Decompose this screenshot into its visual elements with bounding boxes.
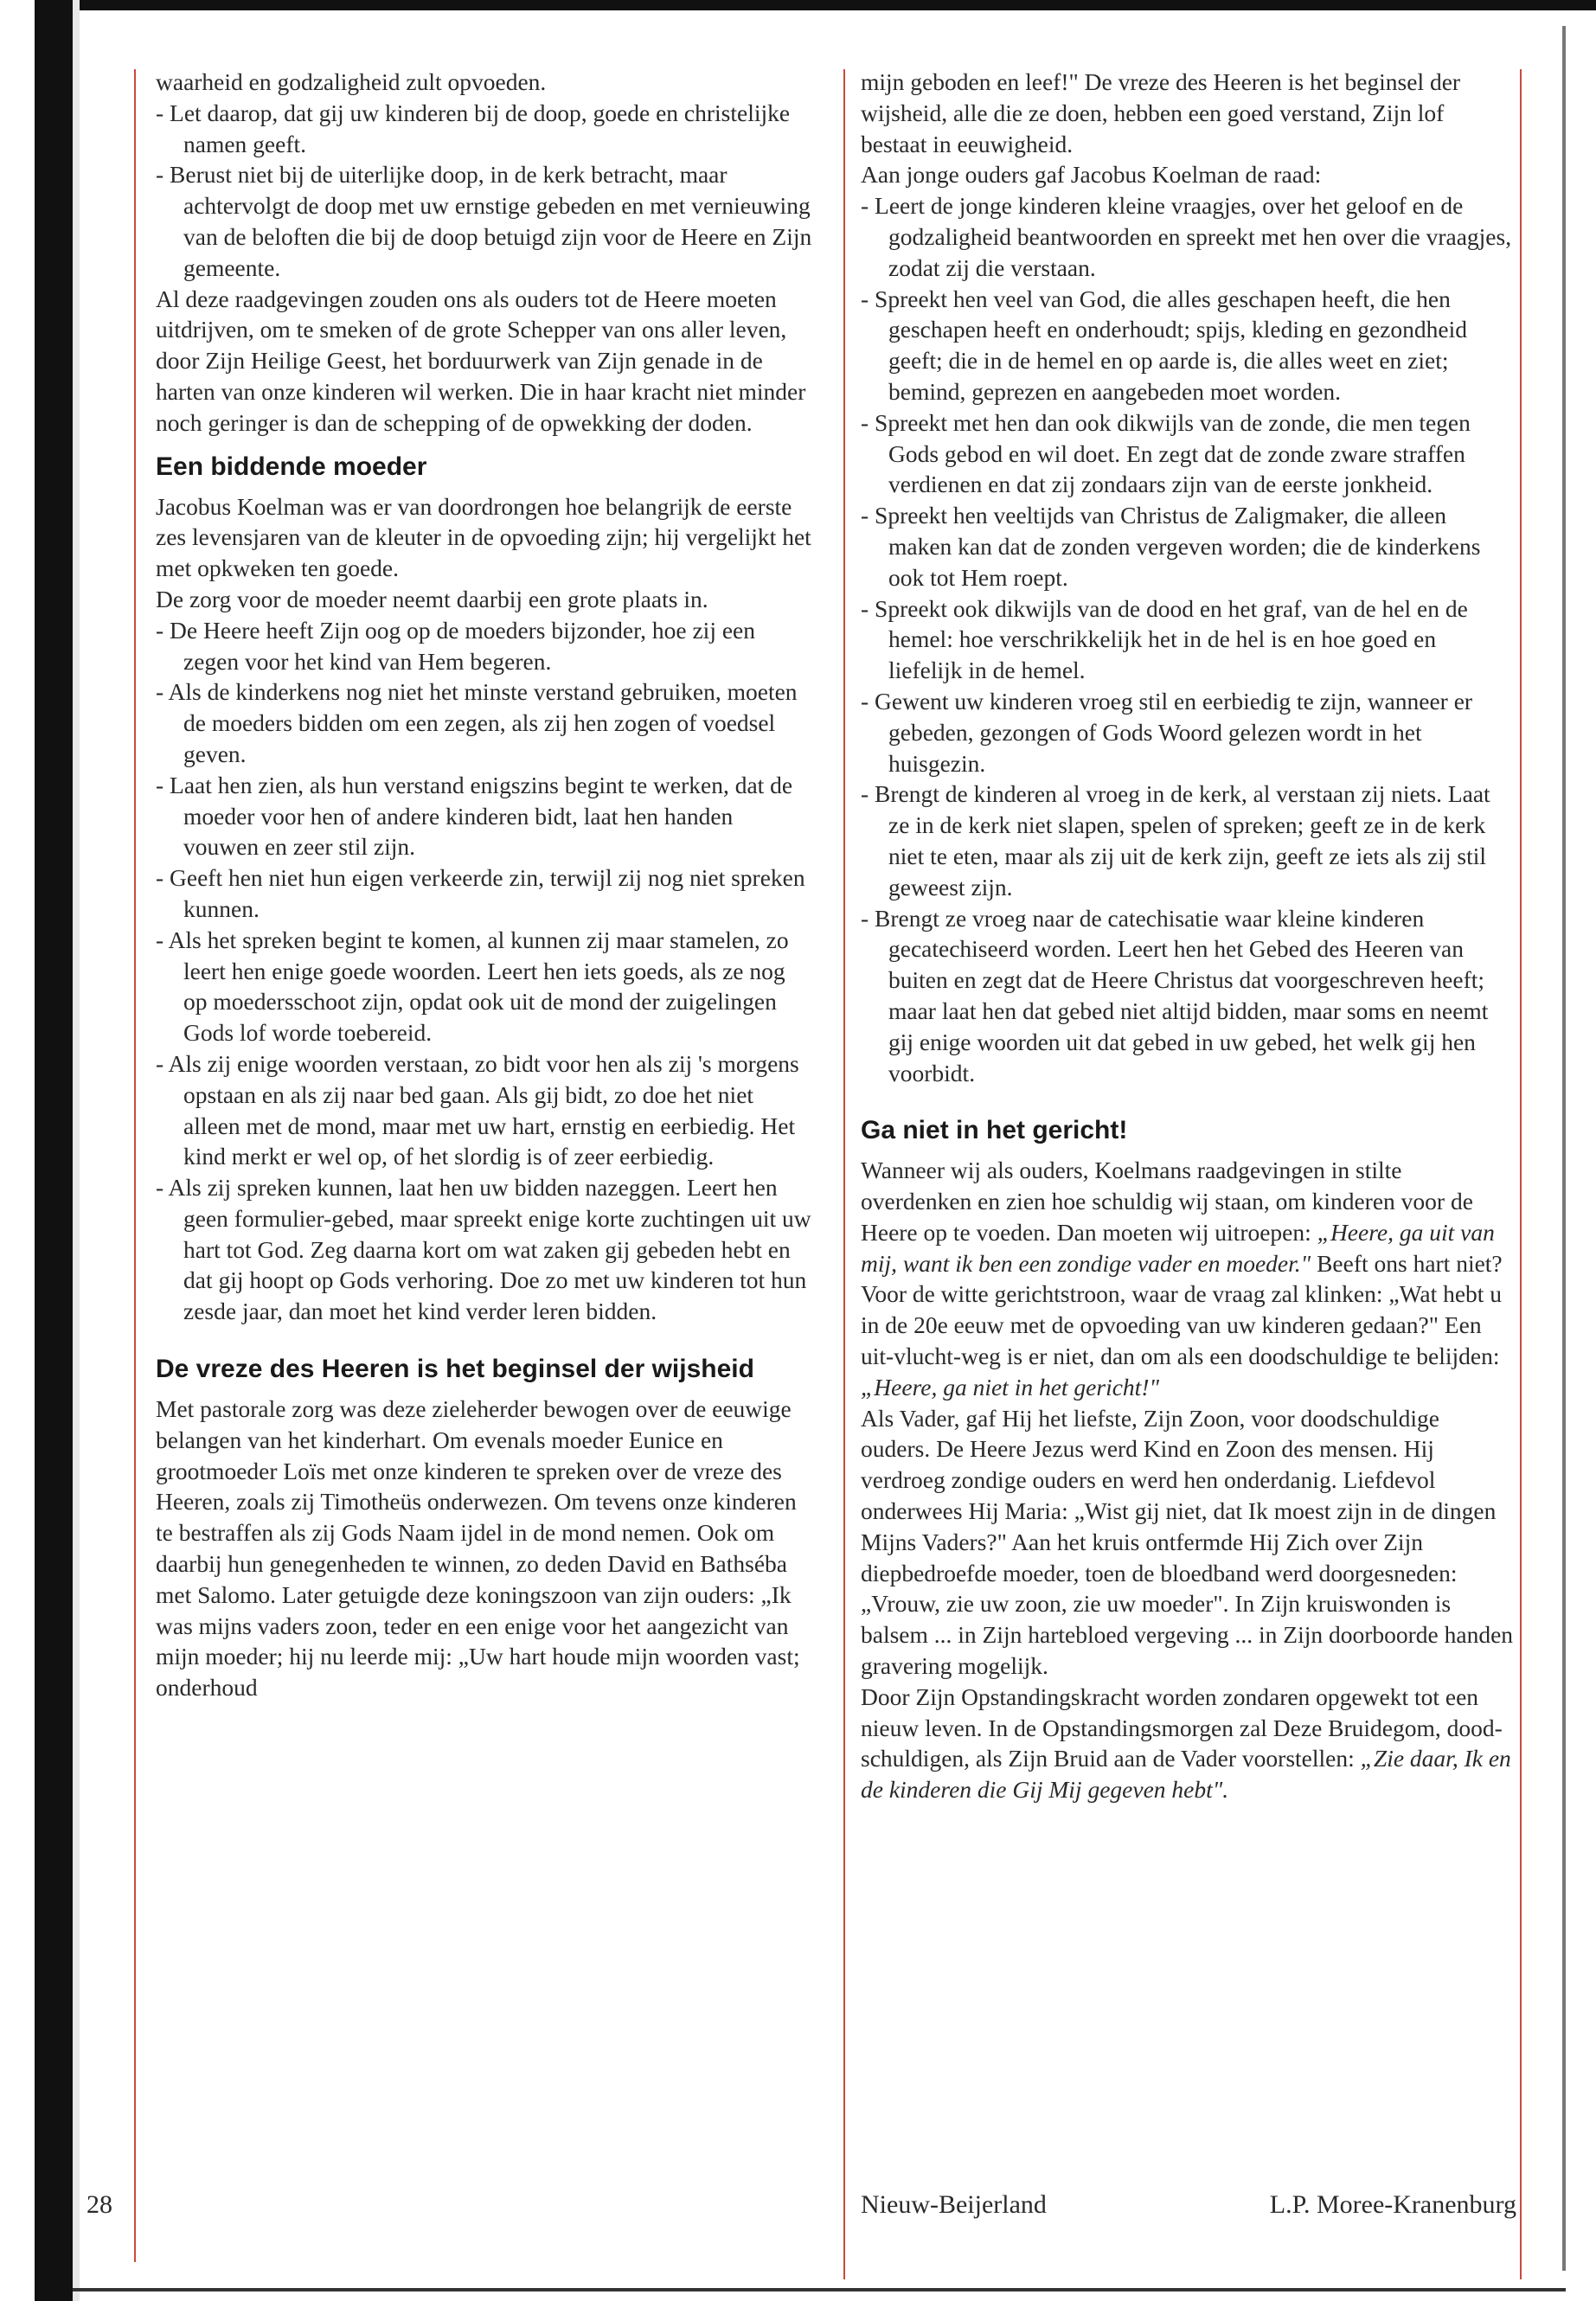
paragraph: De zorg voor de moeder neemt daarbij een grote plaats in. (156, 585, 708, 612)
list-item: - Leert de jonge kinderen kleine vraagjes, over het geloof en de godzaligheid beantwoorden en spreekt met hen over die vraagjes, zodat zij die verstaan. (861, 192, 1512, 281)
italic-quote: „Heere, ga niet in het gericht!" (861, 1373, 1160, 1400)
paragraph (861, 1155, 1514, 1402)
scan-border-bottom (73, 2288, 1566, 2291)
list-item: - Spreekt hen veel van God, die alles geschapen heeft, die hen geschapen heeft en onderhoudt; spijs, kleding en gezondheid geeft; die in de hemel en op aarde is, die alles weet en ziet; bemind, geprezen en aangebeden moet worden. (861, 285, 1467, 405)
italic-quote: „Heere, ga uit van mij, want ik ben een zondige vader en moeder." (861, 1218, 1495, 1277)
text-run: Wanneer wij als ouders, Koelmans raadgevingen in stilte overdenken en zien hoe schuldig wij staan, om kinderen voor de Heere op te voeden. Dan moeten wij uitroepen: (861, 1157, 1473, 1246)
column-left (156, 67, 813, 1703)
column-right (861, 67, 1514, 1805)
paragraph: Aan jonge ouders gaf Jacobus Koelman de raad: (861, 161, 1322, 189)
list-item: - Spreekt hen veeltijds van Christus de Zaligmaker, die alleen maken kan dat de zonden vergeven worden; die de kinderkens ook tot Hem roept. (861, 502, 1481, 591)
paragraph: waarheid en godzaligheid zult opvoeden. (156, 68, 547, 95)
list-item: - Let daarop, dat gij uw kinderen bij de doop, goede en christelijke namen geeft. (156, 99, 791, 157)
page-number: 28 (87, 2190, 112, 2219)
scan-border-right (1562, 26, 1566, 2271)
paragraph (861, 1682, 1514, 1805)
column-rule-left (134, 69, 136, 2262)
list-item: - Berust niet bij de uiterlijke doop, in de kerk betracht, maar achtervolgt de doop met uw ernstige gebeden en met vernieuwing van de beloften die bij de doop betuigd zijn voor de Heere en Zijn gemeente. (156, 161, 812, 281)
list-item: - De Heere heeft Zijn oog op de moeders bijzonder, hoe zij een zegen voor het kind van Hem begeren. (156, 616, 755, 675)
scan-border-left (35, 0, 73, 2301)
text-run: Beeft ons hart niet? Voor de witte gerichtstroon, waar de vraag zal klinken: „Wat hebt u in de 20e eeuw met de opvoeding van uw kinderen gedaan?" Een uit-vlucht-weg is er niet, dan om als een doodschuldige te belijden: (861, 1249, 1503, 1370)
list-item: - Spreekt ook dikwijls van de dood en het graf, van de hel en de hemel: hoe verschrikkelijk het in de hel is en hoe goed en liefelijk in de hemel. (861, 594, 1468, 684)
list-item: - Gewent uw kinderen vroeg stil en eerbiedig te zijn, wanneer er gebeden, gezongen of Gods Woord gelezen wordt in het huisgezin. (861, 687, 1473, 777)
section-heading-ga-niet-in-het-gericht: Ga niet in het gericht! (861, 1116, 1128, 1145)
footer-author: L.P. Moree-Kranenburg (1269, 2190, 1516, 2219)
footer-place: Nieuw-Beijerland (861, 2190, 1047, 2219)
column-rule-right (1520, 69, 1522, 2279)
italic-quote: „Zie daar, Ik en de kinderen die Gij Mij gegeven hebt". (861, 1745, 1511, 1804)
list-item: - Spreekt met hen dan ook dikwijls van de zonde, die men tegen Gods gebod en wil doet. En zegt dat de zonde zware straffen verdienen en dat zij zondaars zijn van de eerste jonkheid. (861, 408, 1471, 498)
scan-border-left-inner (73, 0, 80, 2301)
list-item: - Brengt de kinderen al vroeg in de kerk, al verstaan zij niets. Laat ze in de kerk niet slapen, spelen of spreken; geeft ze in de kerk niet te eten, maar als zij uit de kerk zijn, geeft ze iets als zij stil geweest zijn. (861, 780, 1490, 901)
list-item: - Als het spreken begint te komen, al kunnen zij maar stamelen, zo leert hen enige goede woorden. Leert hen iets goeds, als ze nog op moedersschoot zijn, opdat ook uit de mond der zuigelingen Gods lof worde toebereid. (156, 926, 789, 1047)
paragraph: Met pastorale zorg was deze zieleherder bewogen over de eeuwige belangen van het kinderhart. Om evenals moeder Eunice en grootmoeder Loïs met onze kinderen te spreken over de vreze des Heeren, zoals zij Timotheüs onderwezen. Om tevens onze kinderen te bestraffen als zij Gods Naam ijdel in de mond nemen. Ook om daarbij hun genegenheden te winnen, zo deden David en Bathséba met Salomo. Later getuigde deze koningszoon van zijn ouders: „Ik was mijns vaders zoon, teder en een enige voor het aangezicht van mijn moeder; hij nu leerde mij: „Uw hart houde mijn woorden vast; onderhoud (156, 1395, 800, 1702)
text-run: Door Zijn Opstandingskracht worden zondaren opgewekt tot een nieuw leven. In de Opstandingsmorgen zal Deze Bruidegom, dood-schuldigen, als Zijn Bruid aan de Vader voorstellen: (861, 1682, 1503, 1772)
paragraph: Als Vader, gaf Hij het liefste, Zijn Zoon, voor doodschuldige ouders. De Heere Jezus werd Kind en Zoon des mensen. Hij verdroeg zondige ouders en werd hen onderdanig. Liefdevol onderwees Hij Maria: „Wist gij niet, dat Ik moest zijn in de dingen Mijns Vaders?" Aan het kruis ontfermde Hij Zich over Zijn diepbedroefde moeder, toen de bloedband werd doorgesneden: „Vrouw, zie uw zoon, zie uw moeder". In Zijn kruiswonden is balsem ... in Zijn hartebloed vergeving ... in Zijn doorboorde handen gravering mogelijk. (861, 1404, 1514, 1680)
section-heading-vreze-des-heeren: De vreze des Heeren is het beginsel der wijsheid (156, 1355, 754, 1384)
list-item: - Als de kinderkens nog niet het minste verstand gebruiken, moeten de moeders bidden om een zegen, als zij hen zogen of voedsel geven. (156, 678, 798, 767)
list-item: - Laat hen zien, als hun verstand enigszins begint te werken, dat de moeder voor hen of andere kinderen bidt, laat hen handen vouwen en zeer stil zijn. (156, 771, 793, 861)
list-item: - Geeft hen niet hun eigen verkeerde zin, terwijl zij nog niet spreken kunnen. (156, 864, 805, 922)
section-heading-biddende-moeder: Een biddende moeder (156, 452, 427, 481)
list-item: - Als zij enige woorden verstaan, zo bidt voor hen als zij 's morgens opstaan en als zij naar bed gaan. Als gij bidt, zo doe het niet alleen met de mond, maar met uw hart, ernstig en eerbiedig. Het kind merkt er wel op, of het slordig is of zeer eerbiedig. (156, 1049, 799, 1170)
column-rule-middle (843, 69, 845, 2279)
list-item: - Brengt ze vroeg naar de catechisatie waar kleine kinderen gecatechiseerd worden. Leert hen het Gebed des Heeren van buiten en zegt dat de Heere Christus dat voorgeschreven heeft; maar laat hen dat gebed niet altijd bidden, maar soms en neemt gij enige woorden uit dat gebed in uw gebed, het welk gij hen voorbidt. (861, 904, 1489, 1086)
scan-border-top (35, 0, 1596, 10)
list-item: - Als zij spreken kunnen, laat hen uw bidden nazeggen. Leert hen geen formulier-gebed, maar spreekt enige korte zuchtingen uit uw hart tot God. Zeg daarna kort om wat zaken gij gebeden hebt en dat gij hoopt op Gods verhoring. Doe zo met uw kinderen tot hun zesde jaar, dan moet het kind verder leren bidden. (156, 1174, 811, 1325)
paragraph: Jacobus Koelman was er van doordrongen hoe belangrijk de eerste zes levensjaren van de kleuter in de opvoeding zijn; hij vergelijkt het met opkweken ten goede. (156, 492, 811, 582)
paragraph: mijn geboden en leef!" De vreze des Heeren is het beginsel der wijsheid, alle die ze doen, hebben een goed verstand, Zijn lof bestaat in eeuwigheid. (861, 68, 1461, 157)
paragraph: Al deze raadgevingen zouden ons als ouders tot de Heere moeten uitdrijven, om te smeken of de grote Schepper van ons aller leven, door Zijn Heilige Geest, het borduurwerk van Zijn genade in de harten van onze kinderen wil werken. Die in haar kracht niet minder noch geringer is dan de schepping of de opwekking der doden. (156, 285, 806, 436)
